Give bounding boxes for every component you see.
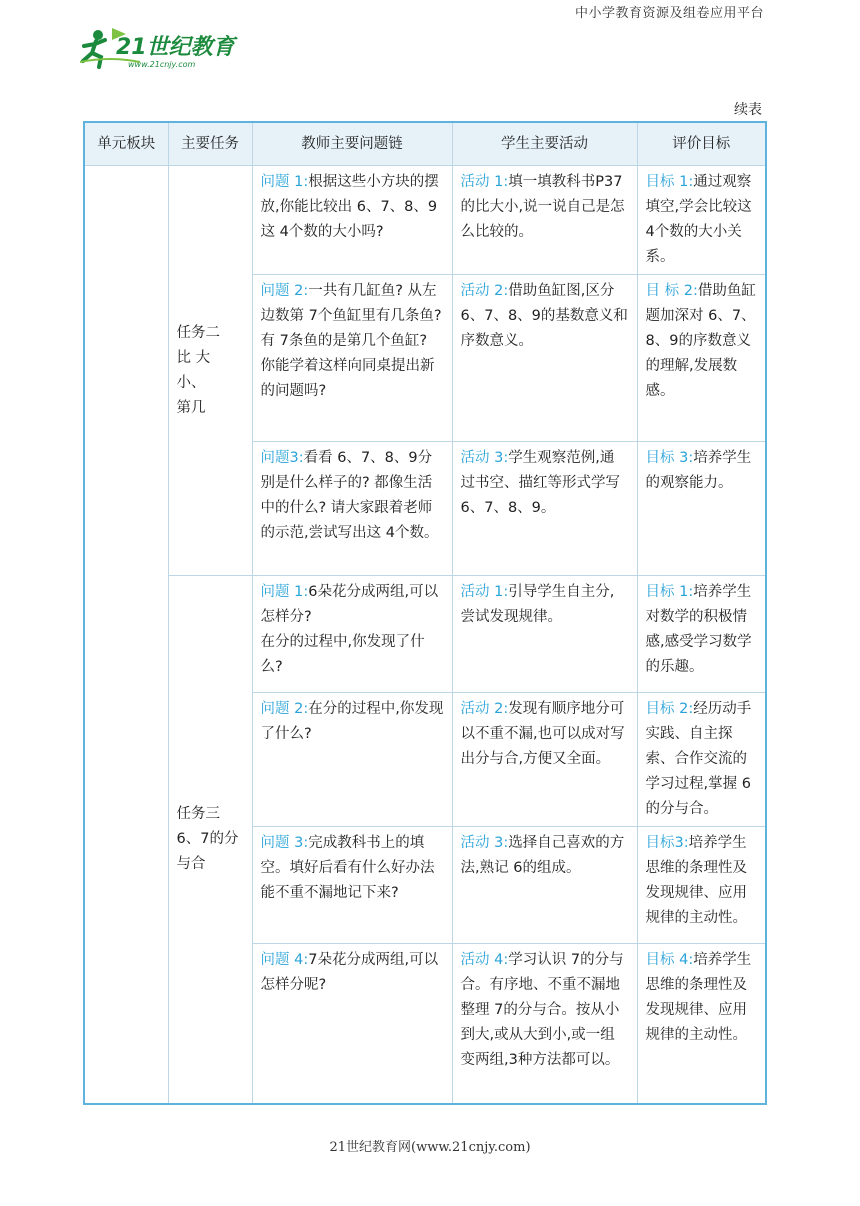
site-logo <box>78 26 248 72</box>
goal-cell: 目标3:培养学生思维的条理性及发现规律、应用规律的主动性。 <box>637 827 766 944</box>
logo-url: www.21cnjy.com <box>128 60 196 69</box>
goal-cell: 目标 1:培养学生对数学的积极情感,感受学习数学的乐趣。 <box>637 576 766 693</box>
question-cell: 问题 1:根据这些小方块的摆放,你能比较出 6、7、8、9这 4个数的大小吗? <box>252 166 452 275</box>
lesson-plan-table <box>83 121 767 1105</box>
activity-cell: 活动 1:引导学生自主分,尝试发现规律。 <box>452 576 637 693</box>
column-header: 主要任务 <box>168 122 252 166</box>
question-cell: 问题 3:完成教科书上的填空。填好后看有什么好办法能不重不漏地记下来? <box>252 827 452 944</box>
question-cell: 问题 2:在分的过程中,你发现了什么? <box>252 693 452 827</box>
table-header-row <box>84 122 766 166</box>
activity-cell: 活动 4:学习认识 7的分与合。有序地、不重不漏地整理 7的分与合。按从小到大,或从大到小,或一组变两组,3种方法都可以。 <box>452 944 637 1104</box>
activity-cell: 活动 3:选择自己喜欢的方法,熟记 6的组成。 <box>452 827 637 944</box>
goal-cell: 目 标 2:借助鱼缸题加深对 6、7、8、9的序数意义的理解,发展数感。 <box>637 275 766 442</box>
platform-header-text: 中小学教育资源及组卷应用平台 <box>574 6 764 21</box>
task-title-cell: 任务二 比 大 小、 第几 <box>168 166 252 576</box>
activity-cell: 活动 2:借助鱼缸图,区分 6、7、8、9的基数意义和序数意义。 <box>452 275 637 442</box>
column-header: 教师主要问题链 <box>252 122 452 166</box>
activity-cell: 活动 2:发现有顺序地分可以不重不漏,也可以成对写出分与合,方便又全面。 <box>452 693 637 827</box>
column-header: 学生主要活动 <box>452 122 637 166</box>
table-row <box>84 576 766 693</box>
runner-logo-icon <box>78 26 248 72</box>
goal-cell: 目标 4:培养学生思维的条理性及发现规律、应用规律的主动性。 <box>637 944 766 1104</box>
logo-text: 21世纪教育 <box>116 35 235 60</box>
activity-cell: 活动 1:填一填教科书P37的比大小,说一说自己是怎么比较的。 <box>452 166 637 275</box>
goal-cell: 目标 2:经历动手实践、自主探索、合作交流的学习过程,掌握 6的分与合。 <box>637 693 766 827</box>
unit-section-cell <box>84 166 168 1104</box>
table-row <box>84 166 766 275</box>
question-cell: 问题 1:6朵花分成两组,可以怎样分? 在分的过程中,你发现了什么? <box>252 576 452 693</box>
page-footer: 21世纪教育网(www.21cnjy.com) <box>329 1140 531 1155</box>
goal-cell: 目标 1:通过观察填空,学会比较这 4个数的大小关系。 <box>637 166 766 275</box>
column-header: 单元板块 <box>84 122 168 166</box>
activity-cell: 活动 3:学生观察范例,通过书空、描红等形式学写 6、7、8、9。 <box>452 442 637 576</box>
continued-label: 续表 <box>734 102 762 118</box>
question-cell: 问题3:看看 6、7、8、9分别是什么样子的? 都像生活中的什么? 请大家跟着老师的示范,尝试写出这 4个数。 <box>252 442 452 576</box>
task-title-cell: 任务三 6、7的分 与合 <box>168 576 252 1104</box>
question-cell: 问题 2:一共有几缸鱼? 从左边数第 7个鱼缸里有几条鱼? 有 7条鱼的是第几个鱼缸? 你能学着这样向同桌提出新的问题吗? <box>252 275 452 442</box>
column-header: 评价目标 <box>637 122 766 166</box>
goal-cell: 目标 3:培养学生的观察能力。 <box>637 442 766 576</box>
question-cell: 问题 4:7朵花分成两组,可以怎样分呢? <box>252 944 452 1104</box>
